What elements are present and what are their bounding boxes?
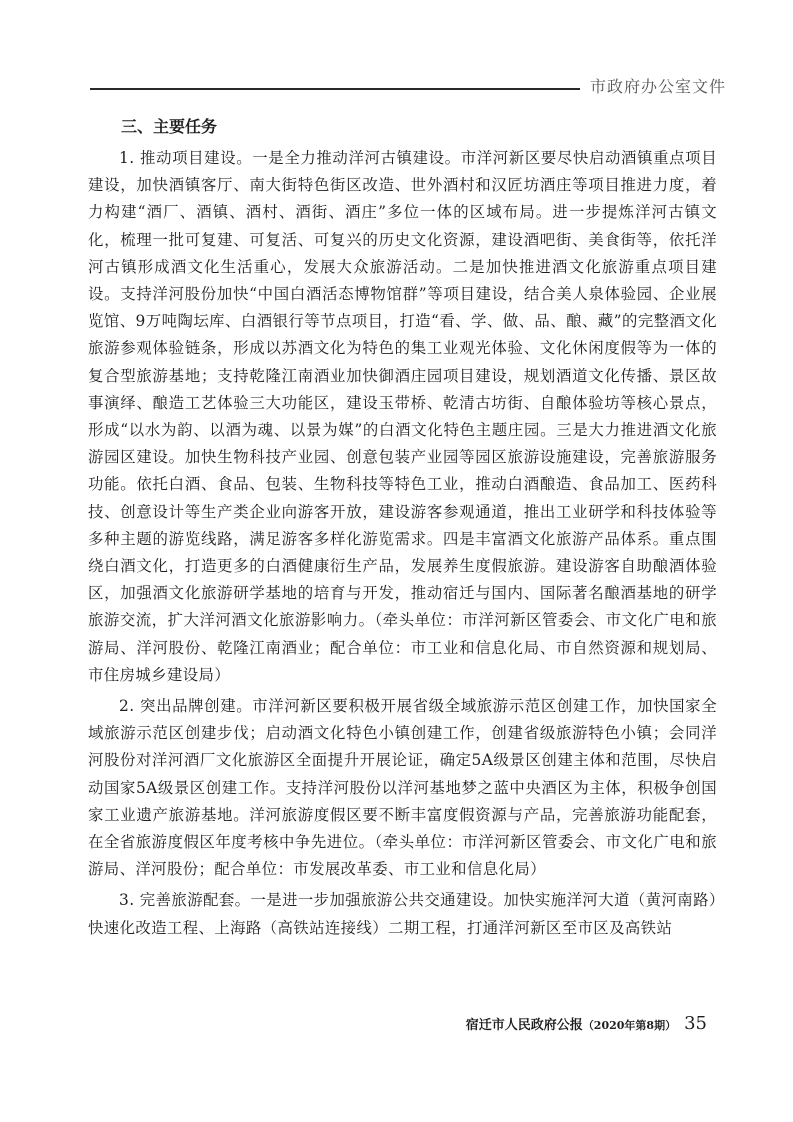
task-item-number: 2. — [119, 697, 141, 716]
task-item-title: 推动项目建设。 — [140, 149, 253, 167]
task-item-3 — [88, 887, 717, 941]
document-type-label: 市政府办公室文件 — [590, 77, 727, 96]
task-item-body: 一是进一步加强旅游公共交通建设。加快实施洋河大道（黄河南路）快速化改造工程、上海路（高铁站连接线）二期工程，打通洋河新区至市区及高铁站 — [88, 891, 717, 937]
task-item-title: 完善旅游配套。 — [139, 891, 251, 910]
task-item-number: 3. — [119, 891, 140, 910]
task-item-2 — [88, 693, 717, 883]
body-text — [88, 145, 717, 946]
page-footer — [466, 1013, 707, 1034]
header-rule — [90, 88, 580, 90]
journal-name: 宿迁市人民政府公报 — [465, 1018, 583, 1033]
task-item-1 — [88, 145, 717, 689]
task-item-number: 1. — [119, 149, 141, 167]
task-item-body: 市洋河新区要积极开展省级全域旅游示范区创建工作，加快国家全域旅游示范区创建步伐；启动酒文化特色小镇创建工作，创建省级旅游特色小镇；会同洋河股份对洋河酒厂文化旅游区全面提升开展论证，确定5A级景区创建主体和范围，尽快启动国家5A级景区创建工作。支持洋河股份以洋河基地梦之蓝中央酒区为主体，积极争创国家工业遗产旅游基地。洋河旅游度假区要不断丰富度假资源与产品，完善旅游功能配套，在全省旅游度假区年度考核中争先进位。（牵头单位：市洋河新区管委会、市文化广电和旅游局、洋河股份；配合单位：市发展改革委、市工业和信息化局） — [88, 697, 717, 879]
task-item-title: 突出品牌创建。 — [140, 697, 253, 716]
section-heading: 三、主要任务 — [121, 117, 218, 136]
journal-issue: （2020年第8期） — [582, 1019, 677, 1032]
page-number: 35 — [684, 1013, 707, 1034]
task-item-body: 一是全力推动洋河古镇建设。市洋河新区要尽快启动酒镇重点项目建设，加快酒镇客厅、南大街特色街区改造、世外酒村和汉匠坊酒庄等项目推进力度，着力构建“酒厂、酒镇、酒村、酒街、酒庄”多位一体的区域布局。进一步提炼洋河古镇文化，梳理一批可复建、可复活、可复兴的历史文化资源，建设酒吧街、美食街等，依托洋河古镇形成酒文化生活重心，发展大众旅游活动。二是加快推进酒文化旅游重点项目建设。支持洋河股份加快“中国白酒活态博物馆群”等项目建设，结合美人泉体验园、企业展览馆、9万吨陶坛库、白酒银行等节点项目，打造“看、学、做、品、酿、藏”的完整酒文化旅游参观体验链条，形成以苏酒文化为特色的集工业观光体验、文化休闲度假等为一体的复合型旅游基地；支持乾隆江南酒业加快御酒庄园项目建设，规划酒道文化传播、景区故事演绎、酿造工艺体验三大功能区，建设玉带桥、乾清古坊街、自酿体验坊等核心景点，形成“以水为韵、以酒为魂、以景为媒”的白酒文化特色主题庄园。三是大力推进酒文化旅游园区建设。加快生物科技产业园、创意包装产业园等园区旅游设施建设，完善旅游服务功能。依托白酒、食品、包装、生物科技等特色工业，推动白酒酿造、食品加工、医药科技、创意设计等生产类企业向游客开放，建设游客参观通道，推出工业研学和科技体验等多种主题的游览线路，满足游客多样化游览需求。四是丰富酒文化旅游产品体系。重点围绕白酒文化，打造更多的白酒健康衍生产品，发展养生度假旅游。建设游客自助酿酒体验区，加强酒文化旅游研学基地的培育与开发，推动宿迁与国内、国际著名酿酒基地的研学旅游交流，扩大洋河酒文化旅游影响力。（牵头单位：市洋河新区管委会、市文化广电和旅游局、洋河股份、乾隆江南酒业；配合单位：市工业和信息化局、市自然资源和规划局、市住房城乡建设局） — [88, 149, 717, 684]
